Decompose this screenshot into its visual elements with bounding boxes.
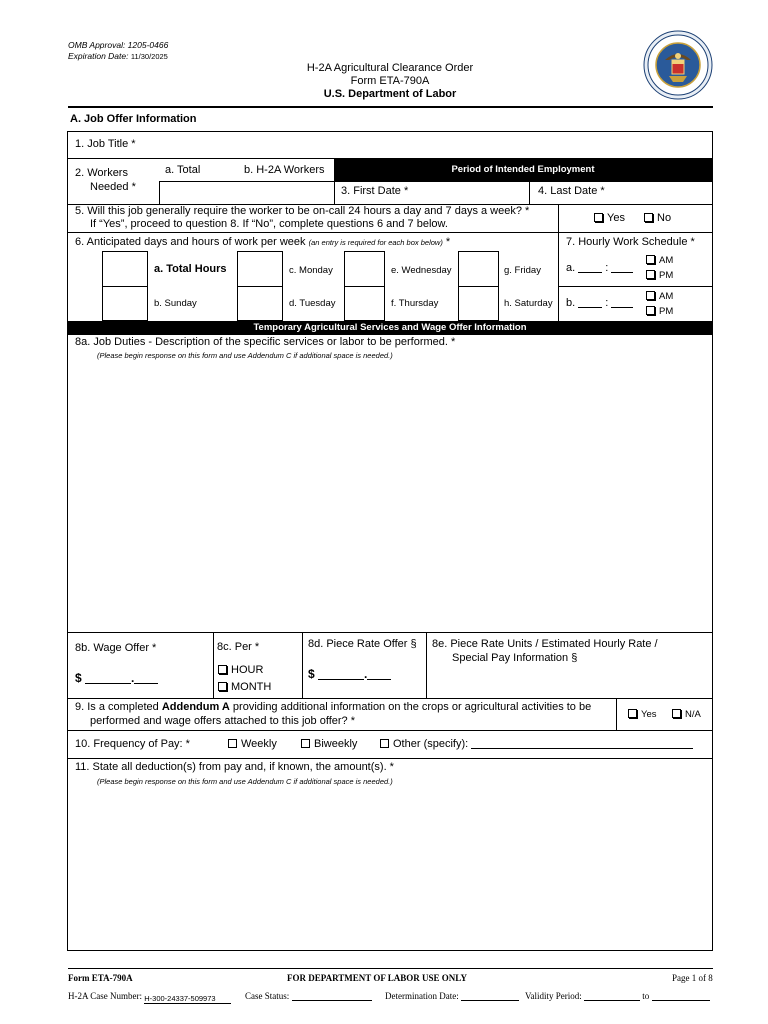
checkbox-icon bbox=[646, 255, 655, 264]
friday-label: g. Friday bbox=[504, 265, 541, 276]
total-hours-label: a. Total Hours bbox=[154, 263, 227, 275]
first-date-label[interactable]: 3. First Date * bbox=[341, 185, 409, 197]
page-number: Page 1 of 8 bbox=[672, 973, 713, 983]
deductions-note: (Please begin response on this form and use Addendum C if additional space is needed.) bbox=[97, 777, 393, 786]
q9-na-option[interactable]: N/A bbox=[672, 708, 701, 721]
expiration-date: 11/30/2025 bbox=[130, 52, 168, 61]
job-duties-textarea[interactable] bbox=[72, 362, 708, 628]
friday-hours-input[interactable] bbox=[458, 251, 499, 287]
header-rule bbox=[68, 106, 713, 108]
q5-yes-option[interactable]: Yes bbox=[594, 212, 625, 225]
deductions-label: 11. State all deduction(s) from pay and, if known, the amount(s). * bbox=[75, 761, 394, 773]
schedule-a[interactable]: a. : bbox=[566, 262, 633, 275]
case-number-value: H-300-24337-509973 bbox=[144, 994, 231, 1004]
expiration-label: Expiration Date: bbox=[68, 51, 129, 61]
wage-offer-label: 8b. Wage Offer * bbox=[75, 642, 157, 654]
biweekly-option[interactable]: Biweekly bbox=[301, 738, 357, 751]
checkbox-icon bbox=[301, 739, 310, 748]
pay-frequency-label: 10. Frequency of Pay: * bbox=[75, 738, 190, 750]
other-option[interactable]: Other (specify): bbox=[380, 738, 693, 751]
per-month-option[interactable]: MONTH bbox=[218, 681, 271, 694]
checkbox-icon bbox=[628, 709, 637, 718]
job-title-label: 1. Job Title * bbox=[75, 138, 136, 150]
checkbox-icon[interactable] bbox=[594, 213, 603, 222]
h2a-workers-label: b. H-2A Workers bbox=[244, 164, 325, 176]
q5-no-option[interactable]: No bbox=[644, 212, 671, 225]
job-duties-note: (Please begin response on this form and use Addendum C if additional space is needed.) bbox=[97, 351, 393, 360]
schedule-b-am[interactable]: AM bbox=[646, 290, 673, 303]
checkbox-icon[interactable] bbox=[644, 213, 653, 222]
sunday-label: b. Sunday bbox=[154, 298, 197, 309]
schedule-b-pm[interactable]: PM bbox=[646, 305, 673, 318]
monday-hours-input[interactable] bbox=[237, 251, 283, 287]
tuesday-label: d. Tuesday bbox=[289, 298, 336, 309]
dol-use-only: FOR DEPARTMENT OF LABOR USE ONLY bbox=[287, 973, 467, 983]
total-workers-label: a. Total bbox=[165, 164, 201, 176]
per-label: 8c. Per * bbox=[217, 641, 260, 653]
piece-rate-units-label: 8e. Piece Rate Units / Estimated Hourly Rate / bbox=[432, 638, 658, 650]
q6-label: 6. Anticipated days and hours of work per week (an entry is required for each box below) * bbox=[75, 236, 451, 248]
temp-services-header: Temporary Agricultural Services and Wage Offer Information bbox=[68, 321, 712, 335]
q5-question: 5. Will this job generally require the worker to be on-call 24 hours a day and 7 days a week? * bbox=[75, 205, 530, 217]
determination-date: Determination Date: bbox=[385, 991, 519, 1001]
checkbox-icon bbox=[218, 665, 227, 674]
sunday-hours-input[interactable] bbox=[102, 286, 148, 321]
checkbox-icon bbox=[646, 306, 655, 315]
addendum-a-question: 9. Is a completed Addendum A providing additional information on the crops or agricultural activities to be bbox=[75, 701, 592, 713]
schedule-b[interactable]: b. : bbox=[566, 297, 633, 310]
per-hour-option[interactable]: HOUR bbox=[218, 664, 263, 677]
omb-info bbox=[68, 40, 168, 62]
workers-needed-label: 2. Workers bbox=[75, 167, 128, 179]
form-id: Form ETA-790A bbox=[68, 973, 133, 983]
tuesday-hours-input[interactable] bbox=[237, 286, 283, 321]
schedule-a-pm[interactable]: PM bbox=[646, 269, 673, 282]
footer-rule bbox=[68, 968, 713, 969]
dol-seal-icon bbox=[643, 30, 713, 100]
job-duties-label: 8a. Job Duties - Description of the specific services or labor to be performed. * bbox=[75, 336, 456, 348]
total-hours-input[interactable] bbox=[102, 251, 148, 287]
schedule-a-am[interactable]: AM bbox=[646, 254, 673, 267]
checkbox-icon bbox=[380, 739, 389, 748]
total-workers-input[interactable] bbox=[160, 182, 333, 203]
monday-label: c. Monday bbox=[289, 265, 333, 276]
case-number: H-2A Case Number: H-300-24337-509973 bbox=[68, 991, 231, 1004]
omb-approval: OMB Approval: 1205-0466 bbox=[68, 40, 169, 50]
section-a-heading: A. Job Offer Information bbox=[70, 113, 197, 125]
thursday-label: f. Thursday bbox=[391, 298, 439, 309]
checkbox-icon bbox=[646, 270, 655, 279]
checkbox-icon bbox=[672, 709, 681, 718]
saturday-hours-input[interactable] bbox=[458, 286, 499, 321]
other-specify-input[interactable] bbox=[471, 739, 693, 749]
period-of-employment-header: Period of Intended Employment bbox=[334, 159, 712, 181]
wage-offer-input[interactable]: $ . bbox=[75, 672, 158, 685]
piece-rate-offer-input[interactable]: $ . bbox=[308, 668, 391, 681]
piece-rate-offer-label: 8d. Piece Rate Offer § bbox=[308, 638, 417, 650]
wednesday-hours-input[interactable] bbox=[344, 251, 385, 287]
validity-period: Validity Period: to bbox=[525, 991, 710, 1001]
weekly-option[interactable]: Weekly bbox=[228, 738, 277, 751]
q7-label: 7. Hourly Work Schedule * bbox=[566, 236, 695, 248]
job-offer-form: 1. Job Title * 2. Workers Needed * a. Total b. H-2A Workers Period of Intended Employment 3. First Date * 4. Last Date * 5. Will this job generally require the worker to be on-call 24 hours a day and 7 days a week? * If “Yes”, proceed to question 8. If “No”, complete questions 6 and 7 below. Yes No 6. Anticipated days and hours of work per week (an entry is required for each box below) * 7. Hourly Work Schedule * a. Total Hours b. Sunday c. Monday d. Tuesday e. Wednesday f. Thursday g. Friday h. Saturday a. : AM PM b. : AM PM Temporary Agricultural Services and Wage Offer Information 8a. Job Duties - Description of the specific services or labor to be performed. * (Please begin response on this form and use Addendum C if additional space is needed.) 8b. Wage Offer * $ . 8c. Per * HOUR MONTH 8d. Piece Rate Offer § $ . 8e. Piece Rate Units / Estimated Hourly Rate / Special Pay Information § 9. Is a completed Addendum A providing additional information on the crops or agricultural activities to be performed and wage offers attached to this job offer? * Yes N/A 10. Frequency of Pay: * Weekly Biweekly Other (specify): 11. State all deduction(s) from pay and, if known, the amount(s). * (Please begin response on this form and use Addendum C if additional space is needed.) bbox=[67, 131, 713, 951]
thursday-hours-input[interactable] bbox=[344, 286, 385, 321]
checkbox-icon bbox=[218, 682, 227, 691]
checkbox-icon bbox=[646, 291, 655, 300]
last-date-label[interactable]: 4. Last Date * bbox=[538, 185, 605, 197]
saturday-label: h. Saturday bbox=[504, 298, 553, 309]
deductions-textarea[interactable] bbox=[72, 788, 708, 946]
q9-yes-option[interactable]: Yes bbox=[628, 708, 657, 721]
wednesday-label: e. Wednesday bbox=[391, 265, 452, 276]
case-status: Case Status: bbox=[245, 991, 372, 1001]
form-title: H-2A Agricultural Clearance Order Form ETA-790A U.S. Department of Labor bbox=[306, 62, 474, 100]
checkbox-icon bbox=[228, 739, 237, 748]
